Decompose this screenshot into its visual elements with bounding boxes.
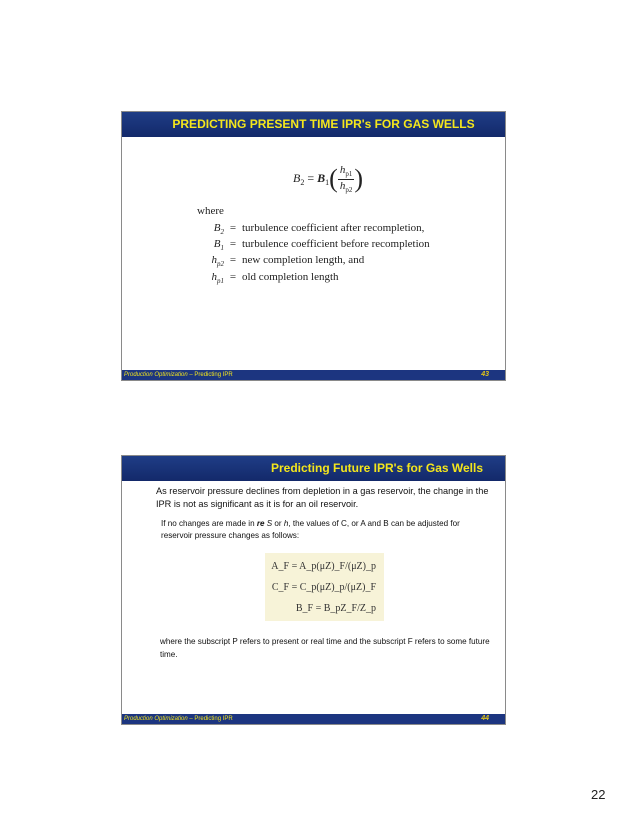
page-number: 22 <box>591 787 606 802</box>
slide-footer: Production Optimization – Predicting IPR 44 <box>122 714 505 724</box>
equation-a: A_F = A_p(μZ)_F/(μZ)_p <box>271 561 376 572</box>
equation-b: B_F = B_pZ_F/Z_p <box>295 603 376 614</box>
definition-row: $h_{p2}$ = new completion length, and <box>211 254 365 269</box>
subscript-paragraph: where the subscript P refers to present or real time and the subscript F refers to some future time. <box>160 637 490 659</box>
adjustment-paragraph: If no changes are made in re S or h, the values of C, or A and B can be adjusted for reservoir pressure changes as follows: <box>161 519 460 540</box>
slide-title: Predicting Future IPR's for Gas Wells <box>122 456 505 481</box>
slide-number: 44 <box>481 715 489 722</box>
definitions-list <box>202 222 430 287</box>
slide-title: PREDICTING PRESENT TIME IPR's FOR GAS WELLS <box>122 112 505 137</box>
where-label: where <box>197 205 224 217</box>
definition-row: $B_2$ = turbulence coefficient after recompletion, <box>213 222 425 237</box>
equation-c: C_F = C_p(μZ)_p/(μZ)_F <box>271 582 376 593</box>
slide-43 <box>121 111 506 381</box>
slide-footer: Production Optimization – Predicting IPR 43 <box>122 370 505 380</box>
turbulence-formula: $B_2 = B_1$( $\frac{h_{p1}}{h_{p2}}$ ) <box>293 164 363 194</box>
equations-box <box>265 553 384 621</box>
slide-number: 43 <box>481 371 489 378</box>
slide-44 <box>121 455 506 725</box>
intro-paragraph: As reservoir pressure declines from depletion in a gas reservoir, the change in the IPR is not as significant as it is for an oil reservoir. <box>156 486 489 509</box>
definition-row: $B_1$ = turbulence coefficient before recompletion <box>213 238 430 253</box>
definition-row: $h_{p1}$ = old completion length <box>211 270 339 285</box>
